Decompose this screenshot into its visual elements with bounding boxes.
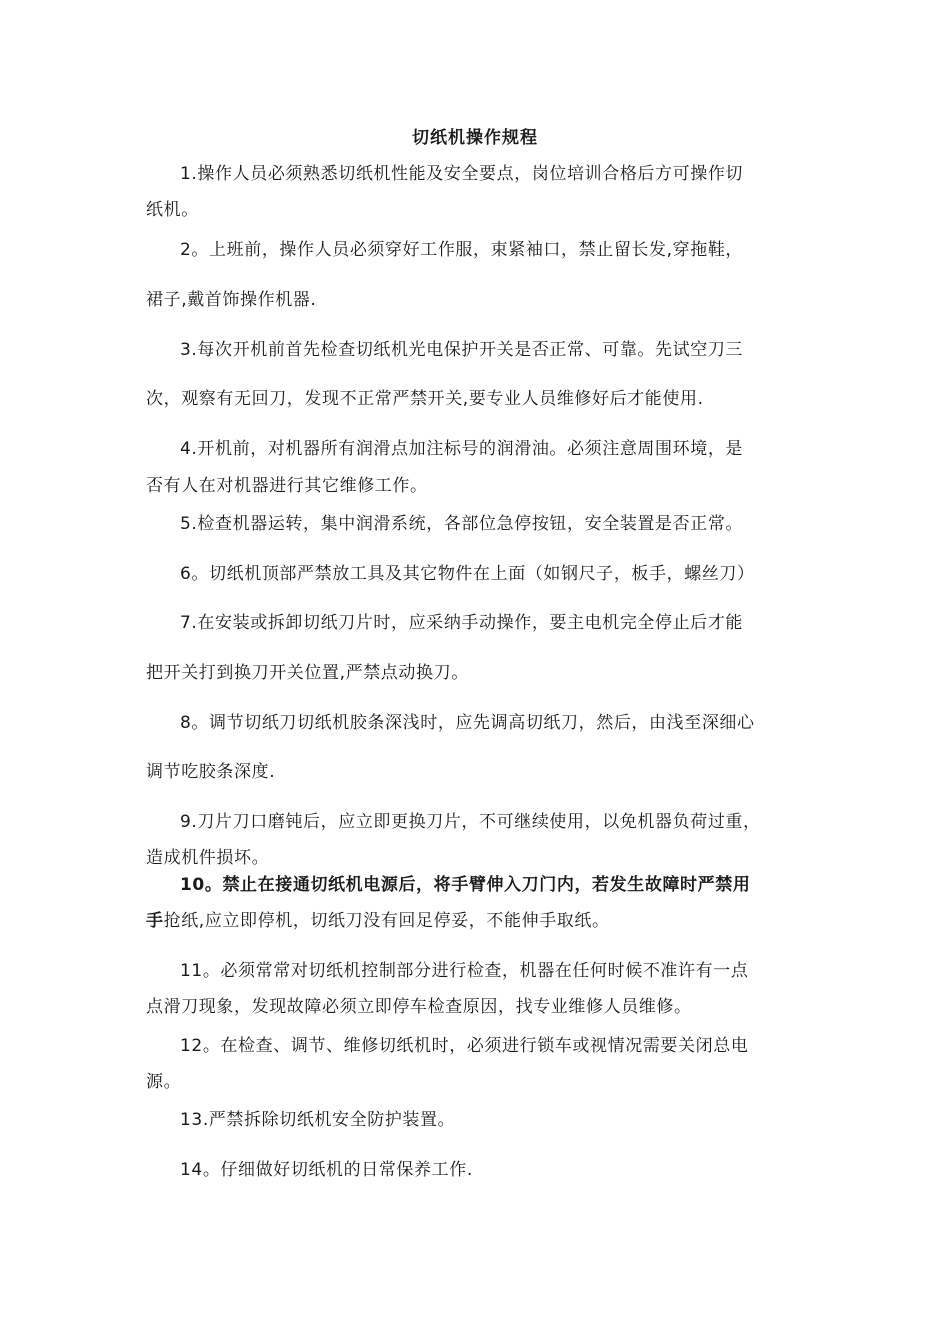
rule-9-line-2: 造成机件损坏。 bbox=[146, 848, 270, 868]
rule-12-line-1: 12。在检查、调节、维修切纸机时，必须进行锁车或视情况需要关闭总电 bbox=[180, 1036, 749, 1056]
rule-3-line-1: 3.每次开机前首先检查切纸机光电保护开关是否正常、可靠。先试空刀三 bbox=[180, 340, 744, 360]
rule-3-line-2: 次，观察有无回刀，发现不正常严禁开关,要专业人员维修好后才能使用. bbox=[146, 389, 704, 409]
rule-13-line-1: 13.严禁拆除切纸机安全防护装置。 bbox=[180, 1110, 456, 1130]
rule-8-line-2: 调节吃胶条深度. bbox=[146, 762, 276, 782]
document-title: 切纸机操作规程 bbox=[412, 128, 538, 148]
rule-4-line-2: 否有人在对机器进行其它维修工作。 bbox=[146, 476, 428, 496]
rule-1-line-2: 纸机。 bbox=[146, 200, 199, 220]
rule-11-line-2: 点滑刀现象，发现故障必须立即停车检查原因，找专业维修人员维修。 bbox=[146, 997, 692, 1017]
rule-12-line-2: 源。 bbox=[146, 1072, 182, 1092]
rule-2-line-1: 2。上班前，操作人员必须穿好工作服，束紧袖口，禁止留长发,穿拖鞋， bbox=[180, 240, 744, 260]
rule-9-line-1: 9.刀片刀口磨钝后，应立即更换刀片，不可继续使用，以免机器负荷过重， bbox=[180, 812, 761, 832]
rule-2-line-2: 裙子,戴首饰操作机器. bbox=[146, 290, 317, 310]
rule-8-line-1: 8。调节切纸刀切纸机胶条深浅时，应先调高切纸刀，然后，由浅至深细心 bbox=[180, 713, 755, 733]
rule-10-line-2 bbox=[146, 909, 610, 933]
rule-14-line-1: 14。仔细做好切纸机的日常保养工作. bbox=[180, 1160, 473, 1180]
rule-4-line-1: 4.开机前，对机器所有润滑点加注标号的润滑油。必须注意周围环境，是 bbox=[180, 439, 744, 459]
rule-7-line-2: 把开关打到换刀开关位置,严禁点动换刀。 bbox=[146, 663, 469, 683]
rule-7-line-1: 7.在安装或拆卸切纸刀片时，应采纳手动操作，要主电机完全停止后才能 bbox=[180, 613, 744, 633]
rule-1-line-1: 1.操作人员必须熟悉切纸机性能及安全要点，岗位培训合格后方可操作切 bbox=[180, 164, 744, 184]
rule-5-line-1: 5.检查机器运转，集中润滑系统，各部位急停按钮，安全装置是否正常。 bbox=[180, 514, 744, 534]
rule-10-line-2-text: 抢纸,应立即停机，切纸刀没有回足停妥，不能伸手取纸。 bbox=[163, 911, 610, 931]
rule-6-line-1: 6。切纸机顶部严禁放工具及其它物件在上面（如钢尺子，板手，螺丝刀） bbox=[180, 564, 755, 584]
rule-11-line-1: 11。必须常常对切纸机控制部分进行检查，机器在任何时候不准许有一点 bbox=[180, 961, 749, 981]
rule-10-bold-fragment: 手 bbox=[146, 911, 164, 931]
rule-10-line-1: 10。禁止在接通切纸机电源后，将手臂伸入刀门内，若发生故障时严禁用 bbox=[180, 875, 751, 895]
